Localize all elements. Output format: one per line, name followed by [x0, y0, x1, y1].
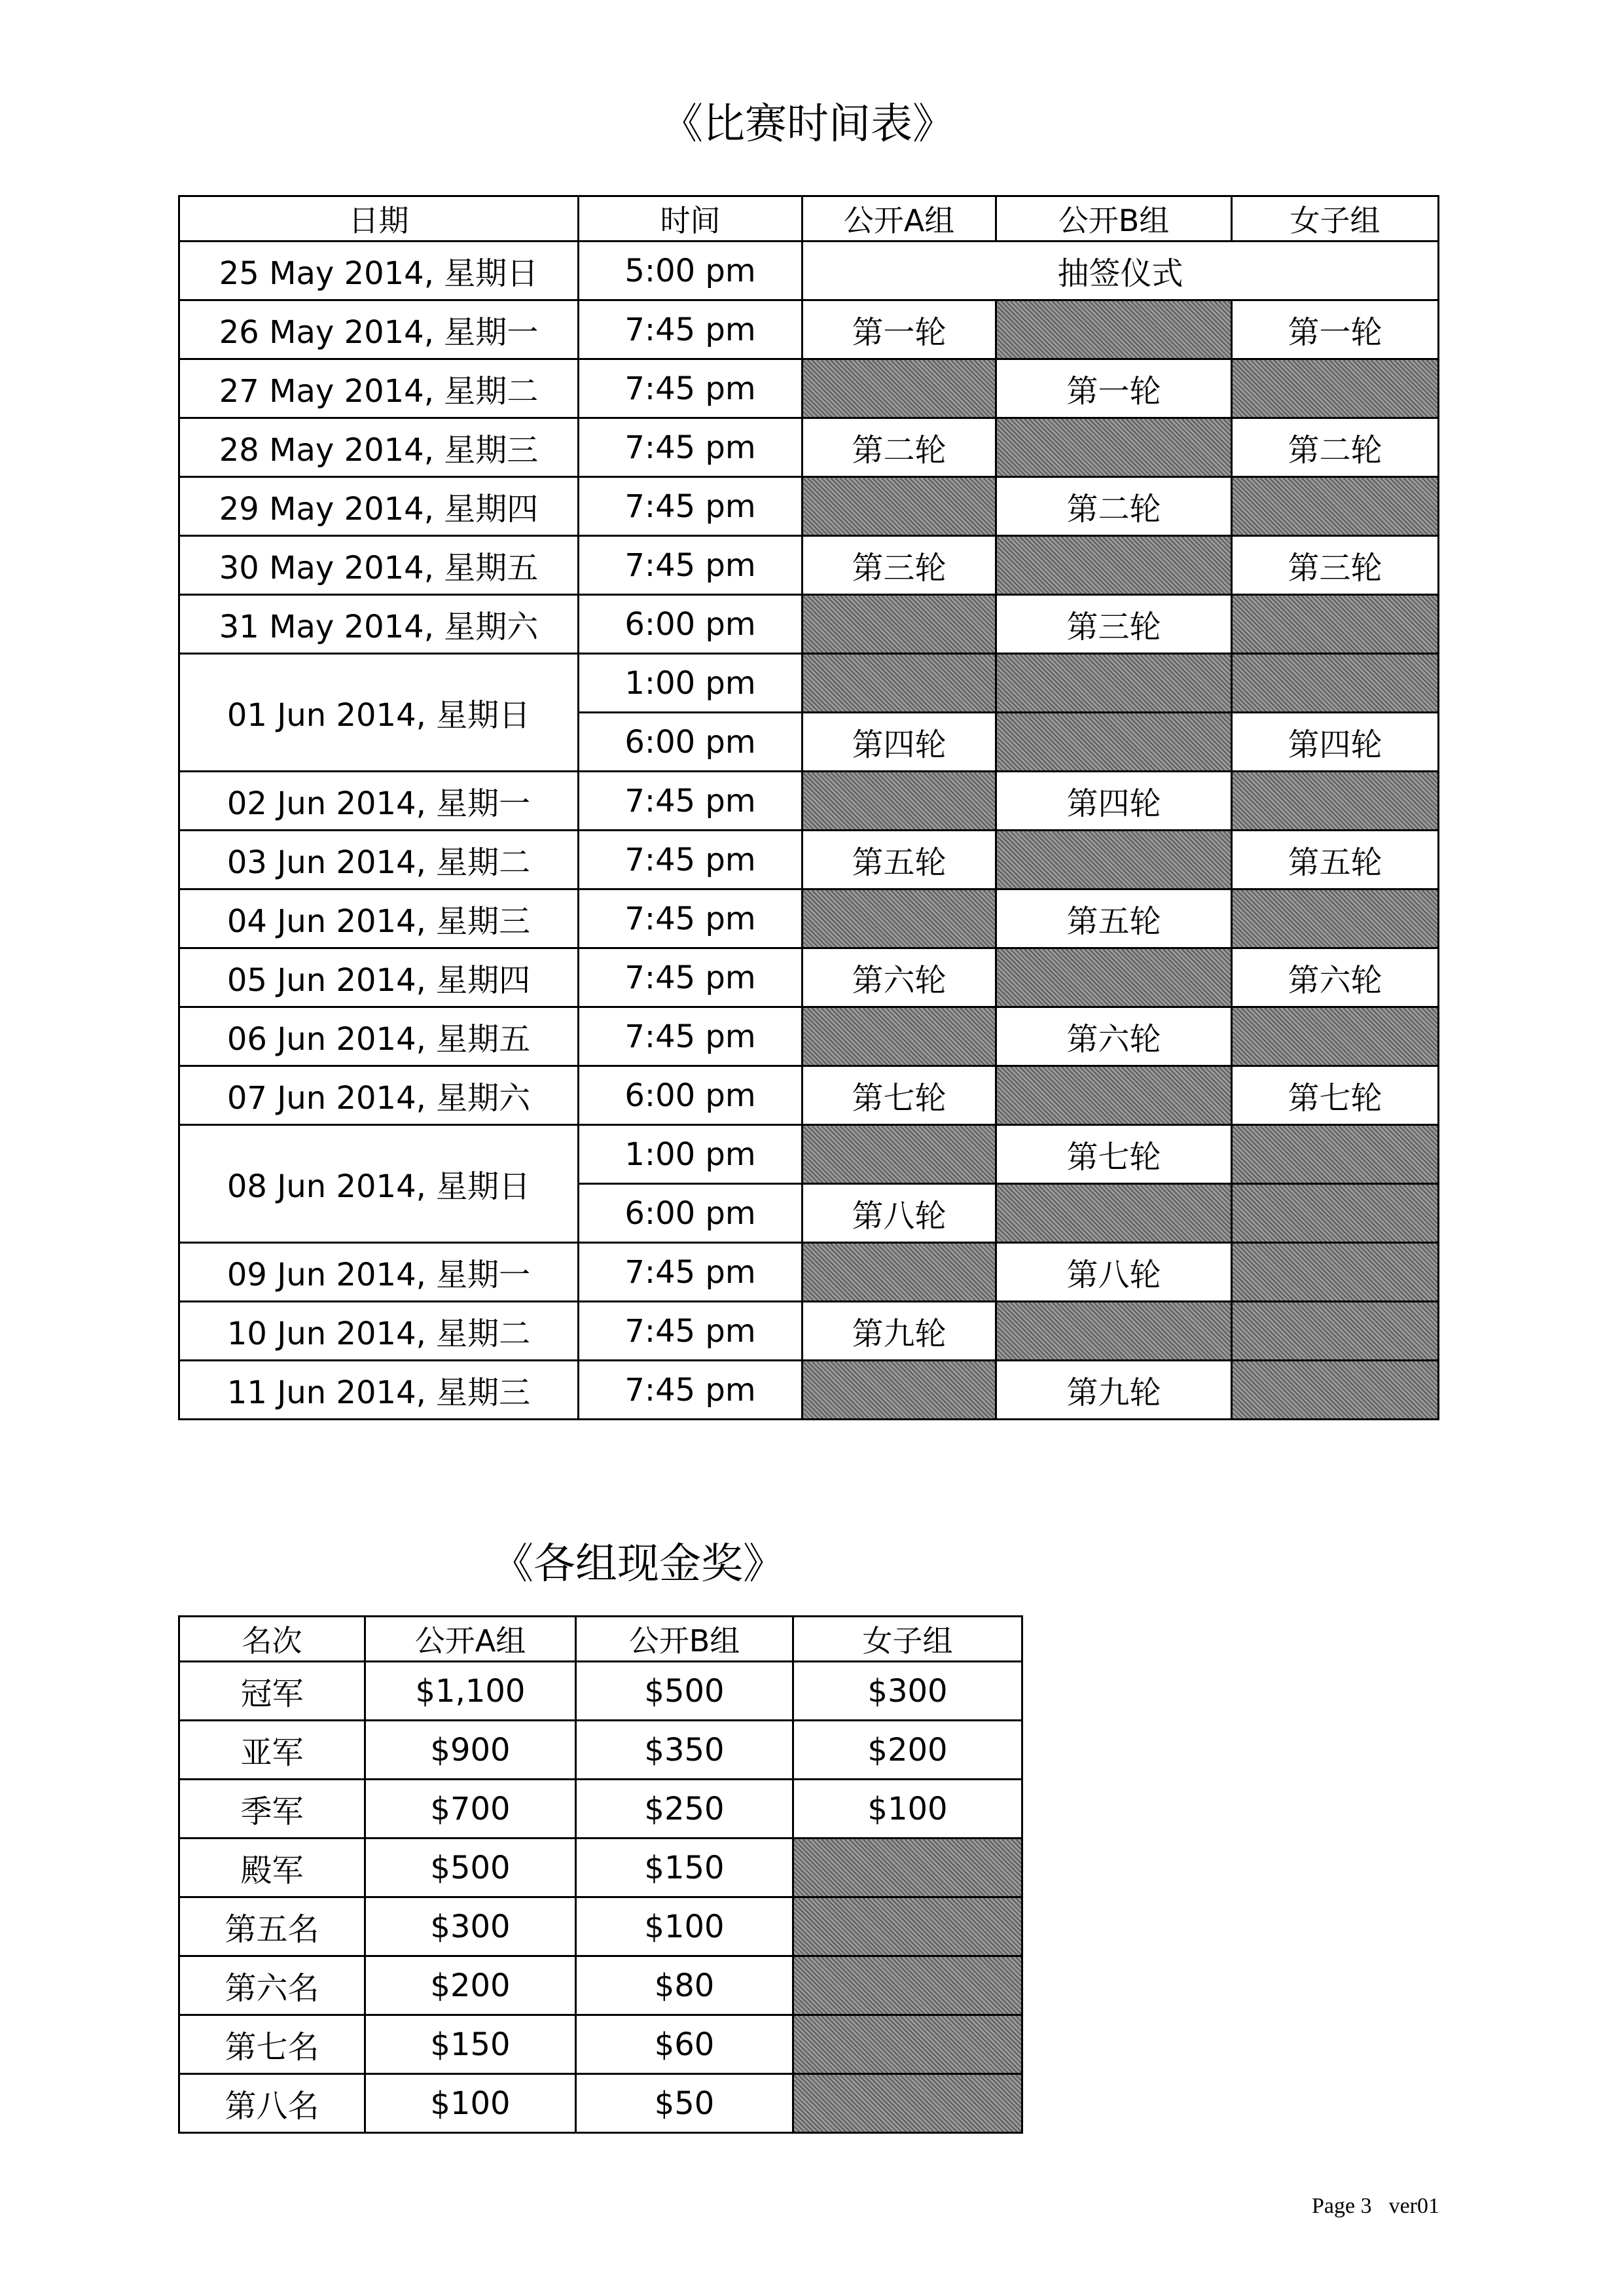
open-a-cell: 第七轮 — [803, 1066, 996, 1125]
open-a-prize: $150 — [365, 2015, 576, 2074]
women-prize — [793, 1956, 1022, 2015]
open-a-cell — [803, 595, 996, 654]
women-prize — [793, 1839, 1022, 1897]
ceremony-cell: 抽签仪式 — [803, 242, 1439, 300]
time-cell: 5:00 pm — [579, 242, 803, 300]
date-cell: 02 Jun 2014, 星期一 — [179, 772, 579, 831]
women-cell — [1232, 1243, 1439, 1302]
schedule-row — [179, 654, 1439, 713]
open-b-prize: $500 — [576, 1662, 793, 1721]
time-cell: 7:45 pm — [579, 418, 803, 477]
time-cell: 6:00 pm — [579, 1184, 803, 1243]
open-b-cell: 第五轮 — [996, 889, 1232, 948]
header-time: 时间 — [579, 196, 803, 242]
prize-row — [179, 1662, 1022, 1721]
open-b-cell — [996, 654, 1232, 713]
prize-row — [179, 2074, 1022, 2133]
open-b-cell — [996, 1184, 1232, 1243]
women-cell — [1232, 595, 1439, 654]
date-cell: 03 Jun 2014, 星期二 — [179, 831, 579, 889]
open-a-cell: 第五轮 — [803, 831, 996, 889]
schedule-row — [179, 300, 1439, 359]
header-women: 女子组 — [793, 1617, 1022, 1662]
open-b-prize: $250 — [576, 1780, 793, 1839]
open-a-cell: 第二轮 — [803, 418, 996, 477]
schedule-row — [179, 1243, 1439, 1302]
open-b-cell — [996, 300, 1232, 359]
date-cell: 04 Jun 2014, 星期三 — [179, 889, 579, 948]
open-b-cell: 第三轮 — [996, 595, 1232, 654]
time-cell: 7:45 pm — [579, 300, 803, 359]
open-b-cell: 第九轮 — [996, 1361, 1232, 1420]
schedule-body — [179, 242, 1439, 1420]
women-cell: 第五轮 — [1232, 831, 1439, 889]
prize-row — [179, 1721, 1022, 1780]
women-cell — [1232, 359, 1439, 418]
time-cell: 1:00 pm — [579, 1125, 803, 1184]
women-cell: 第六轮 — [1232, 948, 1439, 1007]
open-a-cell — [803, 889, 996, 948]
open-b-cell: 第一轮 — [996, 359, 1232, 418]
women-prize: $200 — [793, 1721, 1022, 1780]
women-cell — [1232, 889, 1439, 948]
date-cell: 25 May 2014, 星期日 — [179, 242, 579, 300]
schedule-row — [179, 831, 1439, 889]
schedule-row — [179, 595, 1439, 654]
schedule-row — [179, 1302, 1439, 1361]
header-open-a: 公开A组 — [803, 196, 996, 242]
prize-row — [179, 1956, 1022, 2015]
time-cell: 7:45 pm — [579, 477, 803, 536]
open-a-cell: 第一轮 — [803, 300, 996, 359]
women-prize: $100 — [793, 1780, 1022, 1839]
schedule-row — [179, 242, 1439, 300]
women-cell: 第七轮 — [1232, 1066, 1439, 1125]
open-b-cell: 第二轮 — [996, 477, 1232, 536]
women-cell — [1232, 1302, 1439, 1361]
schedule-row — [179, 1066, 1439, 1125]
schedule-row — [179, 1125, 1439, 1184]
rank-cell: 第六名 — [179, 1956, 365, 2015]
prize-row — [179, 1839, 1022, 1897]
date-cell: 06 Jun 2014, 星期五 — [179, 1007, 579, 1066]
schedule-row — [179, 1361, 1439, 1420]
date-cell: 26 May 2014, 星期一 — [179, 300, 579, 359]
rank-cell: 殿军 — [179, 1839, 365, 1897]
open-a-cell — [803, 359, 996, 418]
open-b-cell: 第七轮 — [996, 1125, 1232, 1184]
header-rank: 名次 — [179, 1617, 365, 1662]
version-label: ver01 — [1388, 2194, 1439, 2218]
women-cell — [1232, 1125, 1439, 1184]
women-cell — [1232, 1361, 1439, 1420]
prizes-title: 《各组现金奖》 — [492, 1540, 785, 1588]
women-cell: 第一轮 — [1232, 300, 1439, 359]
header-women: 女子组 — [1232, 196, 1439, 242]
open-a-prize: $700 — [365, 1780, 576, 1839]
header-date: 日期 — [179, 196, 579, 242]
date-cell: 29 May 2014, 星期四 — [179, 477, 579, 536]
open-a-cell: 第八轮 — [803, 1184, 996, 1243]
open-b-cell — [996, 536, 1232, 595]
open-a-cell — [803, 477, 996, 536]
open-b-cell — [996, 713, 1232, 772]
schedule-row — [179, 889, 1439, 948]
time-cell: 7:45 pm — [579, 889, 803, 948]
rank-cell: 亚军 — [179, 1721, 365, 1780]
time-cell: 7:45 pm — [579, 1007, 803, 1066]
date-cell: 01 Jun 2014, 星期日 — [179, 654, 579, 772]
schedule-row — [179, 477, 1439, 536]
date-cell: 05 Jun 2014, 星期四 — [179, 948, 579, 1007]
schedule-title: 《比赛时间表》 — [661, 100, 954, 149]
open-b-cell — [996, 1302, 1232, 1361]
open-b-cell — [996, 1066, 1232, 1125]
date-cell: 11 Jun 2014, 星期三 — [179, 1361, 579, 1420]
schedule-row — [179, 772, 1439, 831]
time-cell: 7:45 pm — [579, 536, 803, 595]
women-cell — [1232, 477, 1439, 536]
page-number: Page 3 — [1311, 2194, 1372, 2218]
rank-cell: 第七名 — [179, 2015, 365, 2074]
open-b-prize: $80 — [576, 1956, 793, 2015]
date-cell: 09 Jun 2014, 星期一 — [179, 1243, 579, 1302]
open-b-cell: 第六轮 — [996, 1007, 1232, 1066]
women-prize — [793, 2074, 1022, 2133]
schedule-row — [179, 948, 1439, 1007]
women-prize — [793, 2015, 1022, 2074]
open-b-prize: $350 — [576, 1721, 793, 1780]
open-a-cell: 第三轮 — [803, 536, 996, 595]
women-cell — [1232, 654, 1439, 713]
time-cell: 7:45 pm — [579, 359, 803, 418]
open-b-prize: $50 — [576, 2074, 793, 2133]
prize-row — [179, 1897, 1022, 1956]
date-cell: 08 Jun 2014, 星期日 — [179, 1125, 579, 1243]
page-footer — [1312, 2194, 1439, 2219]
time-cell: 1:00 pm — [579, 654, 803, 713]
open-a-cell — [803, 1007, 996, 1066]
rank-cell: 第五名 — [179, 1897, 365, 1956]
date-cell: 27 May 2014, 星期二 — [179, 359, 579, 418]
time-cell: 7:45 pm — [579, 772, 803, 831]
open-a-cell — [803, 772, 996, 831]
open-a-prize: $100 — [365, 2074, 576, 2133]
date-cell: 07 Jun 2014, 星期六 — [179, 1066, 579, 1125]
open-a-prize: $500 — [365, 1839, 576, 1897]
schedule-header-row — [179, 196, 1439, 242]
date-cell: 31 May 2014, 星期六 — [179, 595, 579, 654]
prize-header-row — [179, 1617, 1022, 1662]
women-cell: 第四轮 — [1232, 713, 1439, 772]
women-cell — [1232, 1007, 1439, 1066]
time-cell: 6:00 pm — [579, 1066, 803, 1125]
schedule-row — [179, 1007, 1439, 1066]
open-a-cell — [803, 1243, 996, 1302]
open-a-prize: $300 — [365, 1897, 576, 1956]
time-cell: 6:00 pm — [579, 595, 803, 654]
time-cell: 7:45 pm — [579, 948, 803, 1007]
time-cell: 7:45 pm — [579, 1243, 803, 1302]
rank-cell: 第八名 — [179, 2074, 365, 2133]
rank-cell: 季军 — [179, 1780, 365, 1839]
women-cell — [1232, 772, 1439, 831]
open-b-prize: $100 — [576, 1897, 793, 1956]
prize-table — [178, 1615, 1023, 2134]
open-a-cell — [803, 1125, 996, 1184]
open-b-prize: $60 — [576, 2015, 793, 2074]
date-cell: 30 May 2014, 星期五 — [179, 536, 579, 595]
open-a-cell: 第四轮 — [803, 713, 996, 772]
header-open-a: 公开A组 — [365, 1617, 576, 1662]
open-a-cell — [803, 654, 996, 713]
women-prize: $300 — [793, 1662, 1022, 1721]
women-cell: 第三轮 — [1232, 536, 1439, 595]
women-prize — [793, 1897, 1022, 1956]
schedule-row — [179, 536, 1439, 595]
prize-row — [179, 2015, 1022, 2074]
open-a-prize: $900 — [365, 1721, 576, 1780]
open-b-cell — [996, 418, 1232, 477]
open-a-prize: $1,100 — [365, 1662, 576, 1721]
open-b-cell — [996, 831, 1232, 889]
open-b-cell: 第八轮 — [996, 1243, 1232, 1302]
date-cell: 28 May 2014, 星期三 — [179, 418, 579, 477]
time-cell: 7:45 pm — [579, 1361, 803, 1420]
open-a-prize: $200 — [365, 1956, 576, 2015]
women-cell: 第二轮 — [1232, 418, 1439, 477]
time-cell: 7:45 pm — [579, 831, 803, 889]
open-a-cell: 第九轮 — [803, 1302, 996, 1361]
women-cell — [1232, 1184, 1439, 1243]
rank-cell: 冠军 — [179, 1662, 365, 1721]
open-a-cell: 第六轮 — [803, 948, 996, 1007]
schedule-row — [179, 418, 1439, 477]
prize-body — [179, 1662, 1022, 2133]
open-b-cell: 第四轮 — [996, 772, 1232, 831]
schedule-table — [178, 195, 1439, 1420]
header-open-b: 公开B组 — [576, 1617, 793, 1662]
date-cell: 10 Jun 2014, 星期二 — [179, 1302, 579, 1361]
prize-row — [179, 1780, 1022, 1839]
open-a-cell — [803, 1361, 996, 1420]
open-b-cell — [996, 948, 1232, 1007]
open-b-prize: $150 — [576, 1839, 793, 1897]
time-cell: 6:00 pm — [579, 713, 803, 772]
time-cell: 7:45 pm — [579, 1302, 803, 1361]
schedule-row — [179, 359, 1439, 418]
header-open-b: 公开B组 — [996, 196, 1232, 242]
